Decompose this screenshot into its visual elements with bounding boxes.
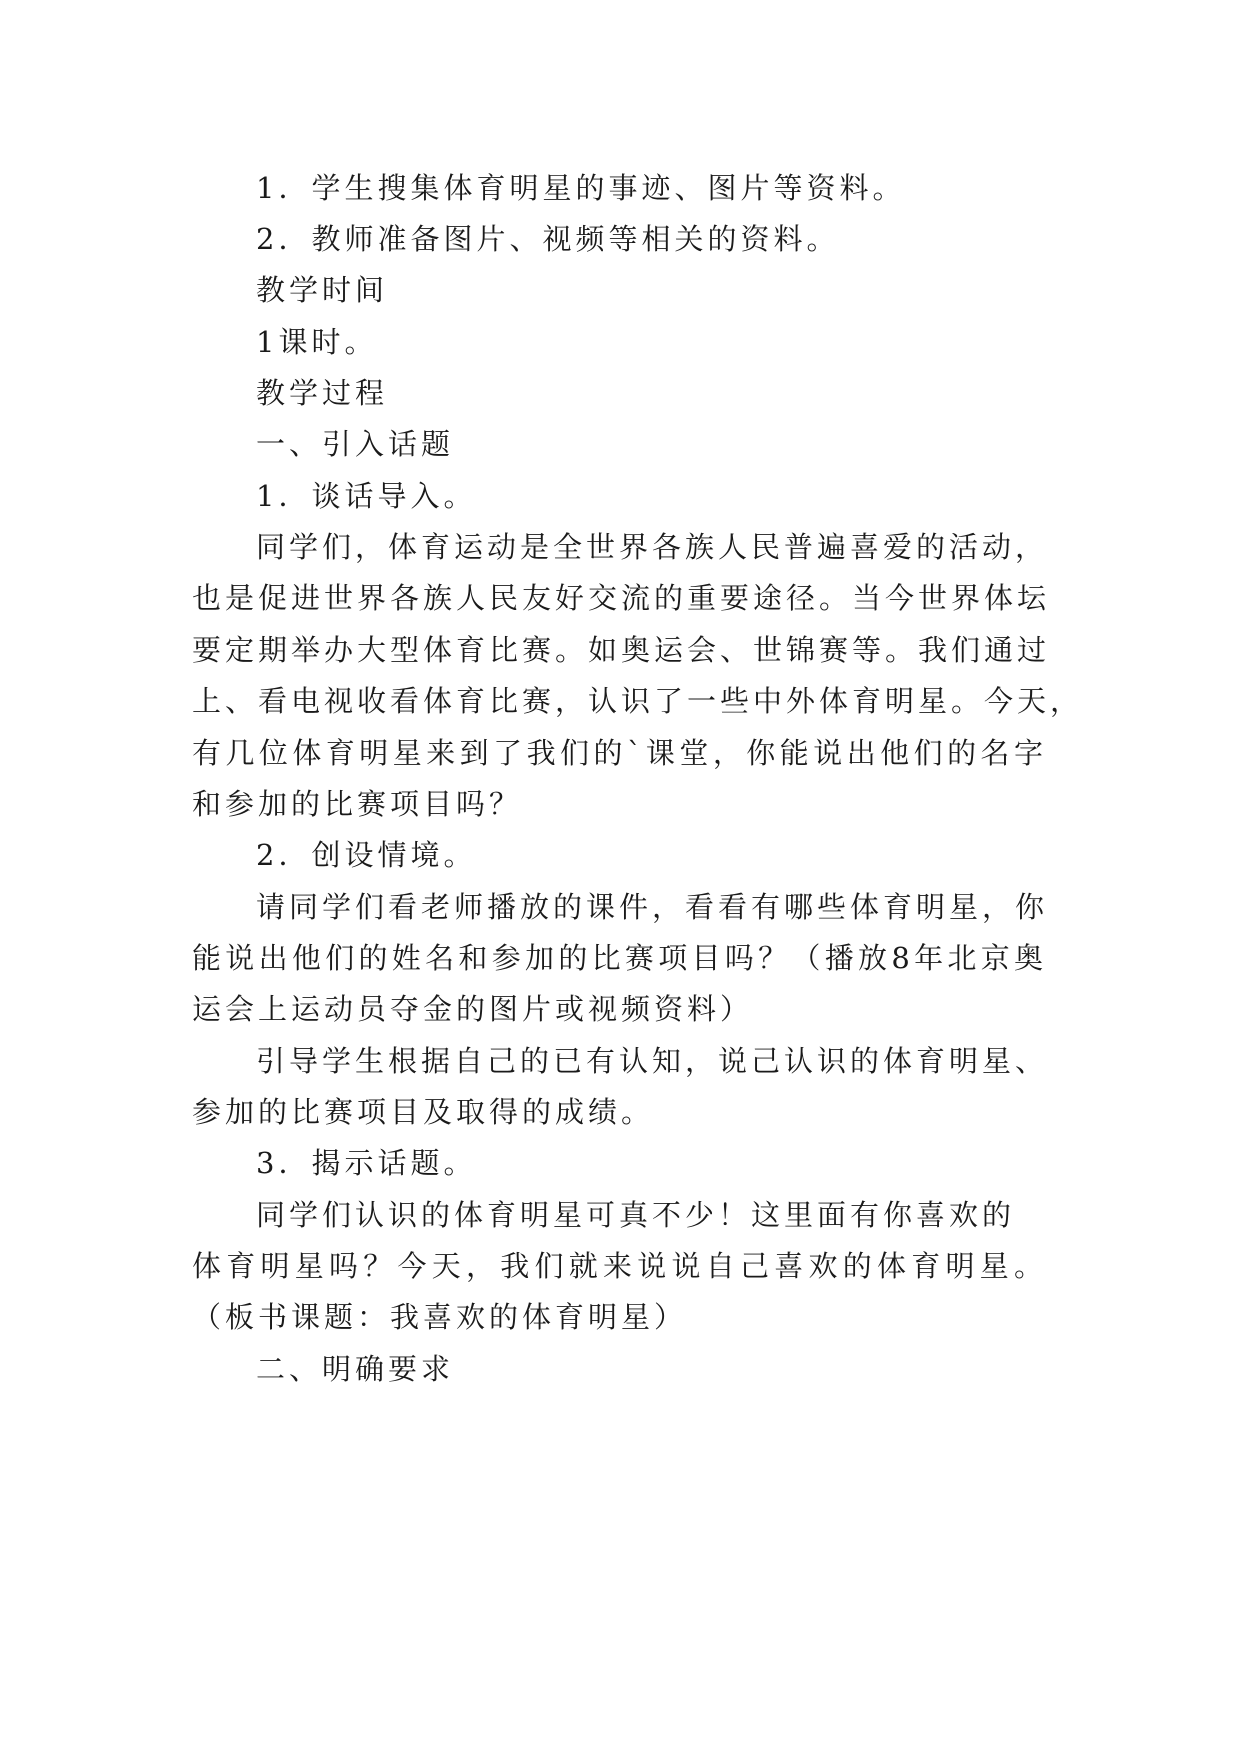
paragraph-line: 参加的比赛项目及取得的成绩。 [192, 1095, 655, 1129]
section-heading-teaching-time: 教学时间 [256, 273, 389, 307]
step-heading-reveal-topic: 3．揭示话题。 [256, 1146, 477, 1180]
step-heading-create-scenario: 2．创设情境。 [256, 838, 477, 872]
paragraph-line: 能说出他们的姓名和参加的比赛项目吗？（播放8年北京奥 [192, 941, 1047, 975]
step-heading-talk-intro: 1．谈话导入。 [256, 479, 477, 513]
paragraph-line: 要定期举办大型体育比赛。如奥运会、世锦赛等。我们通过 [192, 633, 1051, 667]
paragraph-line: 运会上运动员夺金的图片或视频资料） [192, 992, 754, 1026]
section-heading-clarify-requirements: 二、明确要求 [256, 1352, 455, 1386]
teaching-time-value: 1课时。 [256, 325, 378, 359]
paragraph-line: 同学们，体育运动是全世界各族人民普遍喜爱的活动， [256, 530, 1049, 564]
list-item-materials-teacher: 2．教师准备图片、视频等相关的资料。 [256, 222, 840, 256]
paragraph-line: 也是促进世界各族人民友好交流的重要途径。当今世界体坛 [192, 581, 1051, 615]
paragraph-line: （板书课题：我喜欢的体育明星） [192, 1300, 688, 1334]
list-item-materials-students: 1．学生搜集体育明星的事迹、图片等资料。 [256, 171, 906, 205]
paragraph-line: 引导学生根据自己的已有认知，说己认识的体育明星、 [256, 1044, 1049, 1078]
paragraph-line: 体育明星吗？今天，我们就来说说自己喜欢的体育明星。 [192, 1249, 1047, 1283]
paragraph-line: 请同学们看老师播放的课件，看看有哪些体育明星，你 [256, 890, 1049, 924]
section-heading-introduce-topic: 一、引入话题 [256, 427, 455, 461]
paragraph-line: 有几位体育明星来到了我们的`课堂，你能说出他们的名字 [192, 736, 1047, 770]
paragraph-line: 同学们认识的体育明星可真不少！这里面有你喜欢的 [256, 1198, 1016, 1232]
section-heading-teaching-process: 教学过程 [256, 376, 389, 410]
paragraph-line: 和参加的比赛项目吗？ [192, 787, 523, 821]
paragraph-line: 上、看电视收看体育比赛，认识了一些中外体育明星。今天， [192, 684, 1084, 718]
